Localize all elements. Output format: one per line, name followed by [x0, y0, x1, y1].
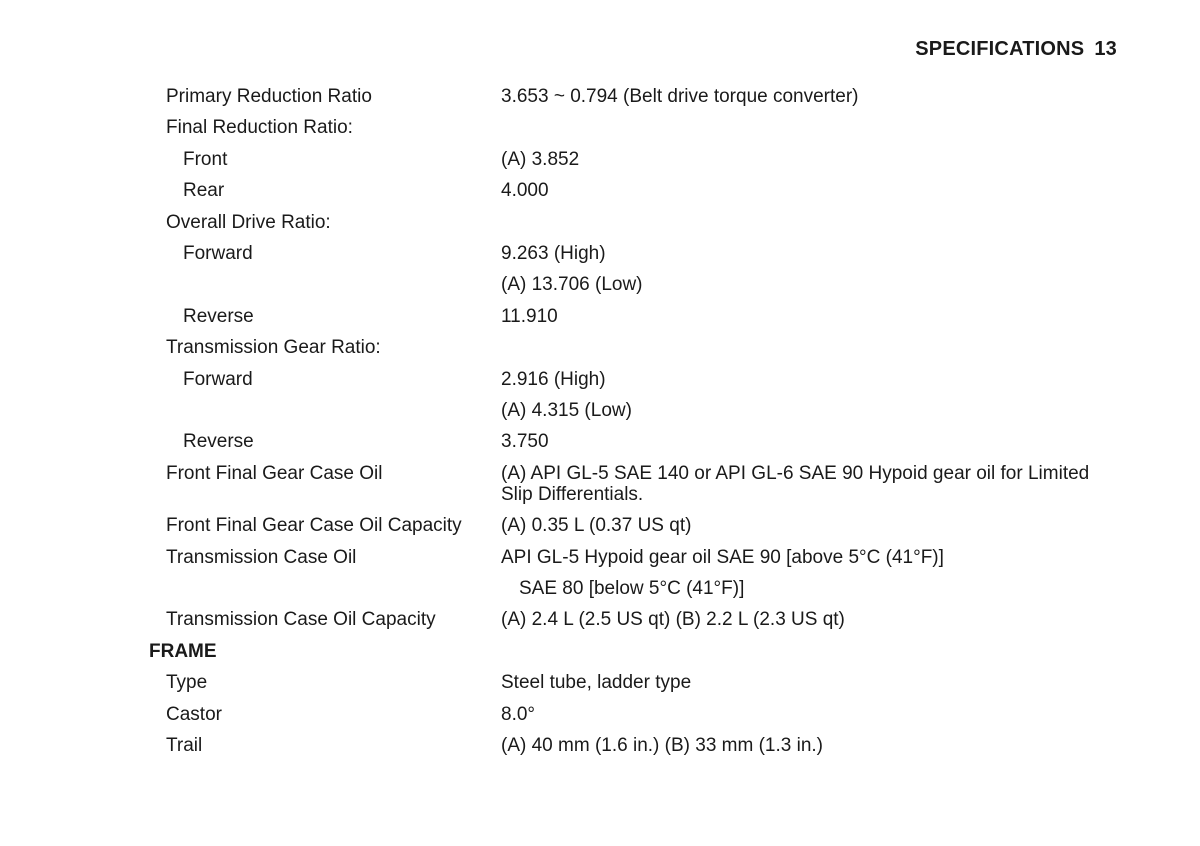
spec-label: Overall Drive Ratio: — [166, 211, 331, 233]
spec-label: Transmission Case Oil — [166, 546, 357, 568]
section-heading: FRAME — [149, 640, 217, 662]
spec-row-continuation — [0, 576, 1200, 607]
section-title: SPECIFICATIONS — [915, 38, 1085, 60]
spec-row — [0, 241, 1200, 272]
spec-value: (A) 3.852 — [501, 148, 580, 170]
spec-value: Steel tube, ladder type — [501, 672, 692, 694]
spec-row — [0, 147, 1200, 178]
section-heading-frame — [0, 639, 1200, 670]
spec-value: 11.910 — [501, 305, 558, 327]
spec-value: (A) 2.4 L (2.5 US qt) (B) 2.2 L (2.3 US qt) — [501, 609, 845, 631]
spec-row — [0, 733, 1200, 764]
spec-label: Front — [183, 148, 228, 170]
spec-row — [0, 461, 1200, 514]
spec-value: (A) 13.706 (Low) — [501, 274, 643, 296]
spec-value: 3.750 — [501, 431, 549, 453]
spec-label: Forward — [183, 242, 253, 264]
spec-row — [0, 670, 1200, 701]
spec-row — [0, 513, 1200, 544]
spec-row — [0, 304, 1200, 335]
spec-group-heading — [0, 115, 1200, 146]
spec-label: Reverse — [183, 305, 254, 327]
spec-label: Front Final Gear Case Oil — [166, 462, 383, 484]
spec-row-continuation — [0, 398, 1200, 429]
spec-row-continuation — [0, 272, 1200, 303]
spec-value: 4.000 — [501, 180, 549, 202]
spec-value: (A) 4.315 (Low) — [501, 399, 632, 421]
spec-label: Front Final Gear Case Oil Capacity — [166, 515, 462, 537]
spec-value: 3.653 ~ 0.794 (Belt drive torque converter) — [501, 86, 859, 107]
spec-value: API GL-5 Hypoid gear oil SAE 90 [above 5°C (41°F)] — [501, 546, 944, 568]
spec-row — [0, 545, 1200, 576]
spec-label: Transmission Case Oil Capacity — [166, 609, 436, 631]
spec-row — [0, 702, 1200, 733]
spec-label: Transmission Gear Ratio: — [166, 337, 381, 359]
spec-value: (A) 0.35 L (0.37 US qt) — [501, 515, 692, 537]
spec-group-heading — [0, 335, 1200, 366]
page-header — [915, 38, 1117, 61]
spec-value: SAE 80 [below 5°C (41°F)] — [519, 578, 745, 600]
spec-label: Rear — [183, 180, 225, 202]
spec-label: Reverse — [183, 431, 254, 453]
spec-value: (A) 40 mm (1.6 in.) (B) 33 mm (1.3 in.) — [501, 735, 824, 757]
spec-row — [0, 429, 1200, 460]
spec-label: Castor — [166, 703, 222, 725]
page-number: 13 — [1094, 38, 1117, 60]
spec-value: 2.916 (High) — [501, 368, 606, 390]
spec-label: Trail — [166, 735, 203, 757]
spec-label: Type — [166, 672, 208, 694]
spec-label: Final Reduction Ratio: — [166, 117, 353, 139]
spec-label: Forward — [183, 368, 253, 390]
spec-row — [0, 84, 1200, 115]
spec-row — [0, 367, 1200, 398]
spec-value: 8.0° — [501, 703, 536, 725]
specifications-table — [0, 84, 1200, 764]
spec-value: (A) API GL-5 SAE 140 or API GL-6 SAE 90 Hypoid gear oil for Limited Slip Differentials. — [501, 462, 1090, 505]
spec-row — [0, 607, 1200, 638]
spec-value: 9.263 (High) — [501, 242, 606, 264]
spec-group-heading — [0, 210, 1200, 241]
spec-row — [0, 178, 1200, 209]
spec-label: Primary Reduction Ratio — [166, 86, 372, 107]
